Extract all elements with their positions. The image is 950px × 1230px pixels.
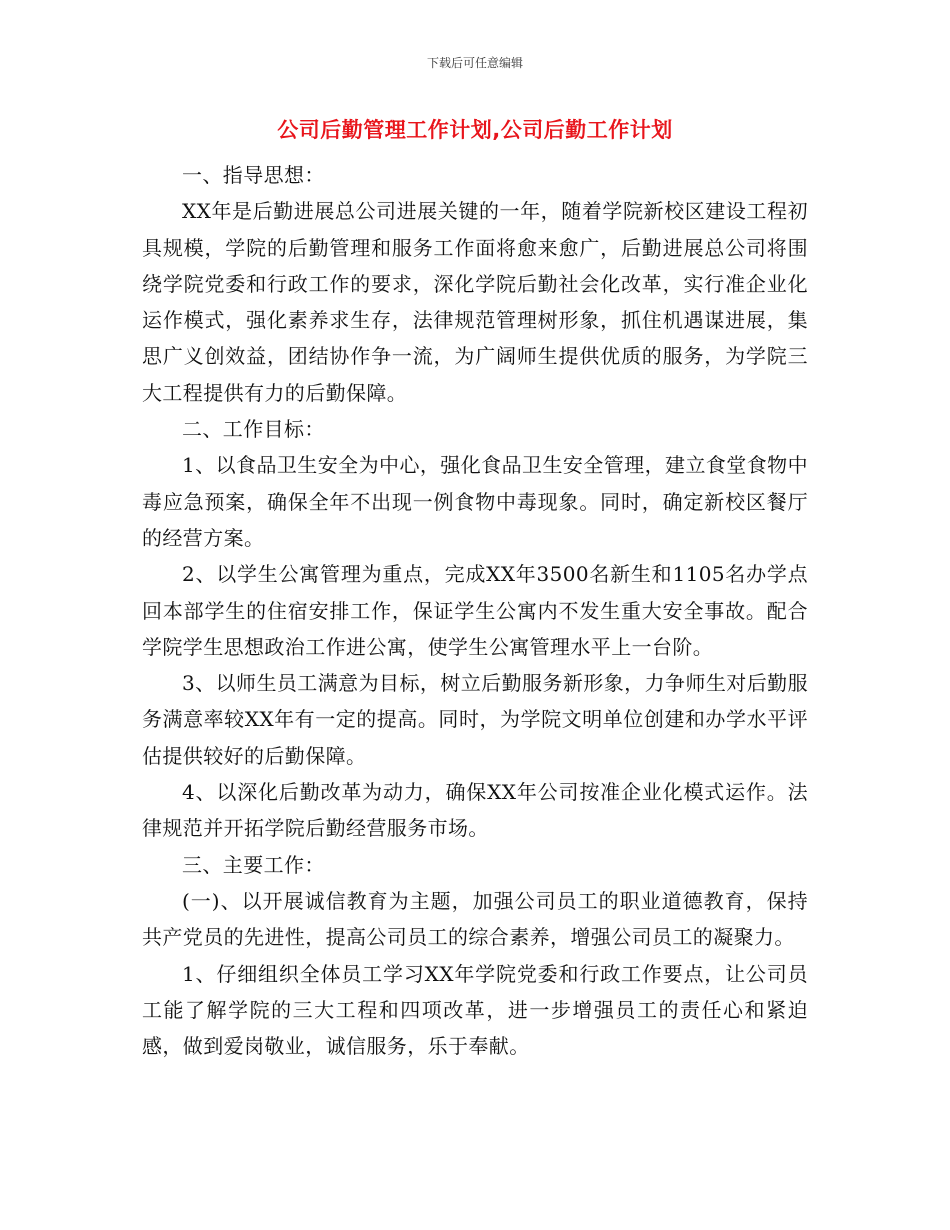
paragraph-goal-4: 4、以深化后勤改革为动力，确保XX年公司按准企业化模式运作。法律规范并开拓学院后勤经营服务市场。 bbox=[142, 780, 808, 841]
paragraph-main-work-item-1: 1、仔细组织全体员工学习XX年学院党委和行政工作要点，让公司员工能了解学院的三大工程和四项改革，进一步增强员工的责任心和紧迫感，做到爱岗敬业，诚信服务，乐于奉献。 bbox=[142, 961, 808, 1059]
paragraph-goal-1: 1、以食品卫生安全为中心，强化食品卫生安全管理，建立食堂食物中毒应急预案，确保全年不出现一例食物中毒现象。同时，确定新校区餐厅的经营方案。 bbox=[142, 453, 808, 550]
section-heading-main-work: 三、主要工作： bbox=[182, 852, 325, 877]
header-note: 下载后可任意编辑 bbox=[426, 56, 523, 70]
paragraph-guiding-ideology: XX年是后勤进展总公司进展关键的一年，随着学院新校区建设工程初具规模，学院的后勤管理和服务工作面将愈来愈广，后勤进展总公司将围绕学院党委和行政工作的要求，深化学院后勤社会化改革，实行准企业化运作模式，强化素养求生存，法律规范管理树形象，抓住机遇谋进展，集思广义创效益，团结协作争一流，为广阔师生提供优质的服务，为学院三大工程提供有力的后勤保障。 bbox=[142, 199, 808, 405]
paragraph-goal-2: 2、以学生公寓管理为重点，完成XX年3500名新生和1105名办学点回本部学生的住宿安排工作，保证学生公寓内不发生重大安全事故。配合学院学生思想政治工作进公寓，使学生公寓管理水平上一台阶。 bbox=[142, 562, 808, 659]
paragraph-goal-3: 3、以师生员工满意为目标，树立后勤服务新形象，力争师生对后勤服务满意率较XX年有一定的提高。同时，为学院文明单位创建和办学水平评估提供较好的后勤保障。 bbox=[142, 671, 808, 768]
document-title: 公司后勤管理工作计划,公司后勤工作计划 bbox=[277, 118, 673, 142]
paragraph-main-work-1: (一)、以开展诚信教育为主题，加强公司员工的职业道德教育，保持共产党员的先进性，提高公司员工的综合素养，增强公司员工的凝聚力。 bbox=[142, 888, 808, 950]
section-heading-guiding-ideology: 一、指导思想： bbox=[182, 163, 325, 187]
document-body bbox=[142, 157, 808, 1064]
section-heading-work-goals: 二、工作目标： bbox=[182, 417, 325, 442]
